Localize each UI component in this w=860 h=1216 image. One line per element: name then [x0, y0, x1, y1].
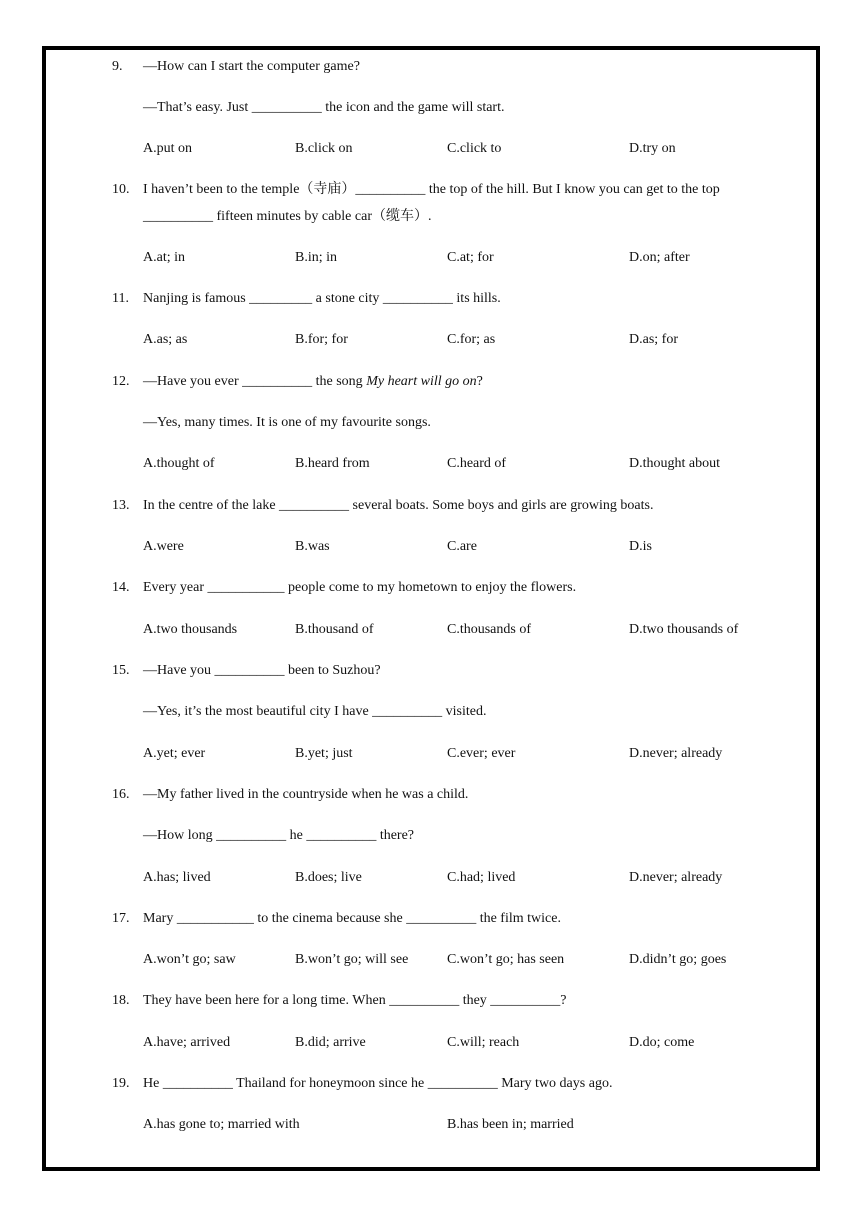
question-text: Nanjing is famous _________ a stone city __________ its hills.: [143, 291, 501, 306]
option-c[interactable]: C.for; as: [447, 332, 496, 347]
option-d[interactable]: D.is: [629, 539, 652, 554]
option-c[interactable]: C.won’t go; has seen: [447, 952, 565, 967]
option-c[interactable]: C.heard of: [447, 456, 507, 471]
question-text: He __________ Thailand for honeymoon since he __________ Mary two days ago.: [143, 1076, 613, 1091]
option-d[interactable]: D.never; already: [629, 870, 723, 885]
option-d[interactable]: D.as; for: [629, 332, 678, 347]
question-text: Mary ___________ to the cinema because she __________ the film twice.: [143, 911, 561, 926]
option-a[interactable]: A.thought of: [143, 456, 215, 471]
question-number: 16.: [112, 787, 130, 802]
question-text: I haven’t been to the temple（寺庙）__________ the top of the hill. But I know you can get to the top: [143, 182, 720, 197]
question-text: —Yes, it’s the most beautiful city I have __________ visited.: [143, 704, 487, 719]
question-number: 10.: [112, 182, 130, 197]
question-number: 19.: [112, 1076, 130, 1091]
option-d[interactable]: D.on; after: [629, 250, 690, 265]
option-a[interactable]: A.won’t go; saw: [143, 952, 236, 967]
question-text: They have been here for a long time. When __________ they __________?: [143, 993, 567, 1008]
question-text: —That’s easy. Just __________ the icon and the game will start.: [143, 100, 505, 115]
option-b[interactable]: B.does; live: [295, 870, 362, 885]
option-a[interactable]: A.has gone to; married with: [143, 1117, 300, 1132]
question-text: —My father lived in the countryside when he was a child.: [143, 787, 469, 802]
option-a[interactable]: A.have; arrived: [143, 1035, 231, 1050]
option-b[interactable]: B.yet; just: [295, 746, 353, 761]
option-b[interactable]: B.heard from: [295, 456, 370, 471]
question-text: —Have you __________ been to Suzhou?: [143, 663, 381, 678]
song-title: My heart will go on: [366, 374, 477, 389]
question-number: 15.: [112, 663, 130, 678]
question-text: —How can I start the computer game?: [143, 59, 360, 74]
option-c[interactable]: C.at; for: [447, 250, 494, 265]
question-number: 11.: [112, 291, 129, 306]
question-number: 17.: [112, 911, 130, 926]
question-text: In the centre of the lake __________ several boats. Some boys and girls are growing boats.: [143, 498, 654, 513]
question-number: 13.: [112, 498, 130, 513]
option-d[interactable]: D.two thousands of: [629, 622, 739, 637]
option-c[interactable]: C.will; reach: [447, 1035, 520, 1050]
option-a[interactable]: A.were: [143, 539, 184, 554]
question-text: —Yes, many times. It is one of my favourite songs.: [143, 415, 431, 430]
question-text: —Have you ever __________ the song My heart will go on?: [143, 374, 483, 389]
option-b[interactable]: B.in; in: [295, 250, 338, 265]
option-c[interactable]: C.ever; ever: [447, 746, 516, 761]
option-a[interactable]: A.has; lived: [143, 870, 211, 885]
question-number: 9.: [112, 59, 123, 74]
option-b[interactable]: B.for; for: [295, 332, 348, 347]
option-b[interactable]: B.won’t go; will see: [295, 952, 409, 967]
option-a[interactable]: A.yet; ever: [143, 746, 206, 761]
option-b[interactable]: B.click on: [295, 141, 353, 156]
option-c[interactable]: C.thousands of: [447, 622, 531, 637]
question-text: —How long __________ he __________ there?: [143, 828, 415, 843]
option-a[interactable]: A.put on: [143, 141, 192, 156]
option-a[interactable]: A.at; in: [143, 250, 185, 265]
option-d[interactable]: D.do; come: [629, 1035, 695, 1050]
question-text: Every year ___________ people come to my hometown to enjoy the flowers.: [143, 580, 577, 595]
option-c[interactable]: C.had; lived: [447, 870, 516, 885]
option-b[interactable]: B.thousand of: [295, 622, 374, 637]
option-b[interactable]: B.was: [295, 539, 330, 554]
question-text: __________ fifteen minutes by cable car（缆车）.: [143, 209, 432, 224]
option-b[interactable]: B.has been in; married: [447, 1117, 574, 1132]
option-d[interactable]: D.didn’t go; goes: [629, 952, 727, 967]
option-a[interactable]: A.as; as: [143, 332, 188, 347]
option-d[interactable]: D.never; already: [629, 746, 723, 761]
option-d[interactable]: D.thought about: [629, 456, 720, 471]
question-number: 12.: [112, 374, 130, 389]
option-c[interactable]: C.click to: [447, 141, 502, 156]
question-number: 18.: [112, 993, 130, 1008]
option-d[interactable]: D.try on: [629, 141, 676, 156]
option-c[interactable]: C.are: [447, 539, 477, 554]
option-b[interactable]: B.did; arrive: [295, 1035, 366, 1050]
option-a[interactable]: A.two thousands: [143, 622, 238, 637]
question-number: 14.: [112, 580, 130, 595]
